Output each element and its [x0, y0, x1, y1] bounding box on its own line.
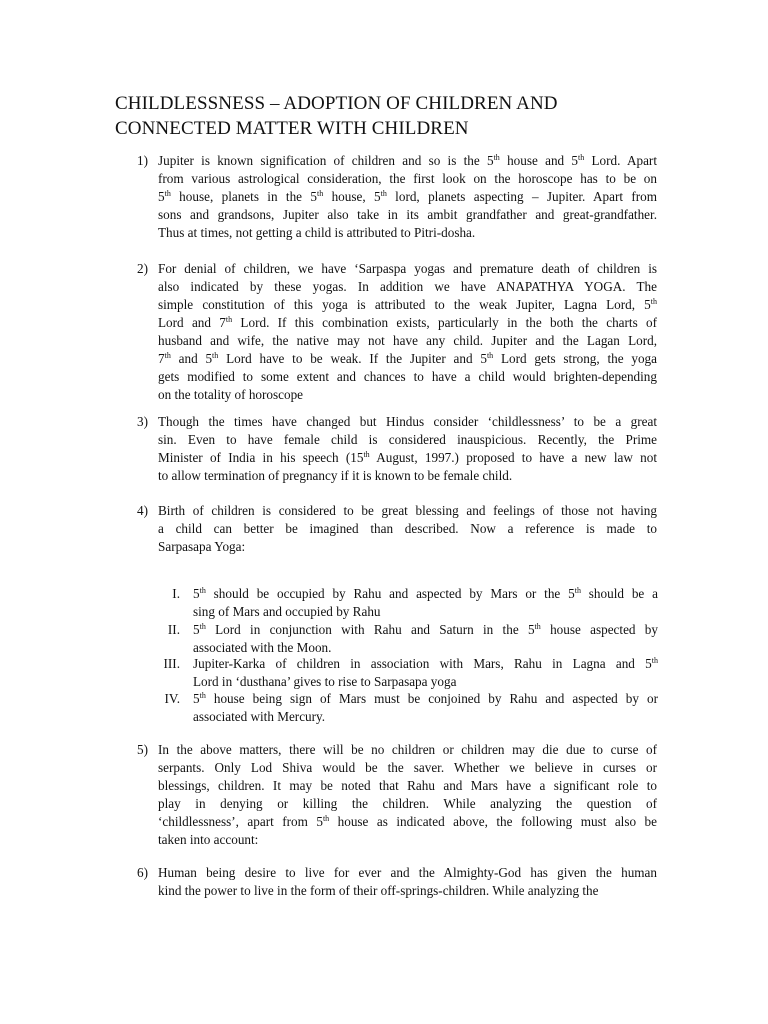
text-run: For denial of children, we have ‘Sarpaspa yogas and premature death of children is	[158, 261, 657, 276]
ordinal-suffix: th	[486, 351, 494, 360]
list-number: 6)	[137, 865, 148, 880]
text-line	[193, 621, 658, 639]
text-run: taken into account:	[158, 832, 259, 847]
ordinal-suffix: th	[199, 691, 206, 700]
text-line	[193, 673, 658, 691]
ordinal-suffix: th	[212, 351, 219, 360]
text-run: blessings, children. It may be noted that Rahu and Mars have a significant role to	[158, 778, 657, 793]
text-line	[193, 585, 658, 603]
text-line	[158, 413, 657, 431]
sub-item-text	[193, 690, 658, 726]
roman-numeral: I.	[172, 586, 180, 601]
paragraph-1	[137, 152, 657, 242]
ordinal-suffix: th	[164, 351, 171, 360]
text-run: sin. Even to have female child is considered inauspicious. Recently, the Prime	[158, 432, 657, 447]
text-run: 5	[193, 691, 200, 706]
text-line	[158, 538, 657, 556]
sub-item-text	[193, 585, 658, 621]
sub-item-1	[158, 585, 658, 621]
text-line	[158, 431, 657, 449]
text-run: Though the times have changed but Hindus consider ‘childlessness’ to be a great	[158, 414, 657, 429]
paragraph-text	[158, 260, 657, 404]
sub-item-4	[158, 690, 658, 726]
text-line	[158, 502, 657, 520]
paragraph-2	[137, 260, 657, 404]
paragraph-3	[137, 413, 657, 485]
sub-item-3	[158, 655, 658, 691]
sub-item-2	[158, 621, 658, 657]
paragraph-text	[158, 864, 657, 900]
text-run: ‘childlessness’, apart from 5	[158, 814, 323, 829]
text-run: Human being desire to live for ever and the Almighty-God has given the human	[158, 865, 657, 880]
ordinal-suffix: th	[534, 622, 541, 631]
paragraph-text	[158, 502, 657, 556]
text-run: house aspected by	[540, 622, 658, 637]
ordinal-suffix: th	[164, 189, 171, 198]
text-line	[193, 603, 658, 621]
text-run: to allow termination of pregnancy if it is known to be female child.	[158, 468, 513, 483]
text-run: August, 1997.) proposed to have a new law not	[369, 450, 657, 465]
text-line	[158, 260, 657, 278]
ordinal-suffix: th	[322, 814, 330, 823]
text-run: Lord have to be weak. If the Jupiter and 5	[218, 351, 487, 366]
text-line	[158, 206, 657, 224]
text-line	[158, 741, 657, 759]
text-line	[158, 350, 657, 368]
sub-item-text	[193, 655, 658, 691]
text-run: house, planets in the 5	[170, 189, 317, 204]
text-line	[158, 759, 657, 777]
text-run: Birth of children is considered to be great blessing and feelings of those not having	[158, 503, 657, 518]
title-line-2: CONNECTED MATTER WITH CHILDREN	[115, 118, 469, 139]
ordinal-suffix: th	[651, 656, 658, 665]
text-run: sons and grandsons, Jupiter also take in its ambit grandfather and great-grandfather.	[158, 207, 657, 222]
text-run: Thus at times, not getting a child is attributed to Pitri-dosha.	[158, 225, 476, 240]
text-line	[193, 708, 658, 726]
text-run: and 5	[170, 351, 213, 366]
text-run: simple constitution of this yoga is attributed to the weak Jupiter, Lagna Lord, 5	[158, 297, 651, 312]
text-line	[193, 690, 658, 708]
list-number: 3)	[137, 414, 148, 429]
text-run: Lord in ‘dusthana’ gives to rise to Sarpasapa yoga	[193, 674, 457, 689]
text-run: sing of Mars and occupied by Rahu	[193, 604, 381, 619]
text-run: Lord gets strong, the yoga	[493, 351, 657, 366]
text-run: should be occupied by Rahu and aspected by Mars or the 5	[205, 586, 575, 601]
ordinal-suffix: th	[316, 189, 324, 198]
text-run: Lord. Apart	[584, 153, 657, 168]
ordinal-suffix: th	[650, 297, 657, 306]
text-run: on the totality of horoscope	[158, 387, 304, 402]
text-run: Lord. If this combination exists, particularly in the both the charts of	[232, 315, 657, 330]
text-run: gets modified to some extent and chances to have a child would brighten-depending	[158, 369, 657, 384]
text-line	[158, 831, 657, 849]
ordinal-suffix: th	[493, 153, 500, 162]
paragraph-5	[137, 741, 657, 849]
text-line	[158, 520, 657, 538]
text-line	[158, 152, 657, 170]
text-line	[158, 314, 657, 332]
text-line	[193, 655, 658, 673]
roman-numeral: II.	[167, 622, 180, 637]
text-run: 5	[193, 586, 200, 601]
paragraph-text	[158, 413, 657, 485]
sub-item-text	[193, 621, 658, 657]
text-line	[158, 777, 657, 795]
text-run: a child can better be imagined than described. Now a reference is made to	[158, 521, 657, 536]
text-run: serpants. Only Lod Shiva would be the saver. Whether we believe in curses or	[158, 760, 657, 775]
roman-numeral: IV.	[164, 691, 180, 706]
title-line-1: CHILDLESSNESS – ADOPTION OF CHILDREN AND	[115, 93, 558, 114]
text-run: Minister of India in his speech (15	[158, 450, 364, 465]
text-run: 7	[158, 351, 165, 366]
text-run: house as indicated above, the following must also be	[329, 814, 657, 829]
text-run: Lord in conjunction with Rahu and Saturn in the 5	[205, 622, 535, 637]
text-run: should be a	[580, 586, 658, 601]
text-line	[158, 278, 657, 296]
text-run: lord, planets aspecting – Jupiter. Apart from	[386, 189, 657, 204]
text-line	[158, 188, 657, 206]
text-run: In the above matters, there will be no children or children may die due to curse of	[158, 742, 657, 757]
text-run: associated with the Moon.	[193, 640, 332, 655]
roman-numeral: III.	[163, 656, 180, 671]
text-line	[158, 332, 657, 350]
text-line	[158, 882, 657, 900]
paragraph-text	[158, 741, 657, 849]
ordinal-suffix: th	[380, 189, 387, 198]
document-title	[115, 91, 675, 141]
text-line	[158, 467, 657, 485]
text-run: from various astrological consideration, the first look on the horoscope has to be on	[158, 171, 657, 186]
text-run: Jupiter-Karka of children in association with Mars, Rahu in Lagna and 5	[193, 656, 652, 671]
text-run: play in denying or killing the children. While analyzing the question of	[158, 796, 657, 811]
text-run: house being sign of Mars must be conjoined by Rahu and aspected by or	[205, 691, 658, 706]
text-line	[158, 813, 657, 831]
text-line	[158, 368, 657, 386]
ordinal-suffix: th	[199, 622, 206, 631]
text-run: kind the power to live in the form of their off-springs-children. While analyzing the	[158, 883, 599, 898]
text-line	[158, 795, 657, 813]
text-run: 5	[193, 622, 200, 637]
text-line	[158, 296, 657, 314]
text-line	[158, 386, 657, 404]
text-run: husband and wife, the native may not have any child. Jupiter and the Lagan Lord,	[158, 333, 657, 348]
text-run: associated with Mercury.	[193, 709, 326, 724]
text-run: Sarpasapa Yoga:	[158, 539, 246, 554]
ordinal-suffix: th	[199, 586, 206, 595]
paragraph-text	[158, 152, 657, 242]
text-line	[158, 224, 657, 242]
text-line	[158, 449, 657, 467]
paragraph-4	[137, 502, 657, 556]
ordinal-suffix: th	[225, 315, 233, 324]
paragraph-6	[137, 864, 657, 900]
list-number: 2)	[137, 261, 148, 276]
text-run: Lord and 7	[158, 315, 226, 330]
list-number: 4)	[137, 503, 148, 518]
text-line	[158, 864, 657, 882]
ordinal-suffix: th	[578, 153, 585, 162]
text-run: 5	[158, 189, 165, 204]
list-number: 5)	[137, 742, 148, 757]
list-number: 1)	[137, 153, 148, 168]
text-run: Jupiter is known signification of children and so is the 5	[158, 153, 494, 168]
text-run: also indicated by these yogas. In addition we have ANAPATHYA YOGA. The	[158, 279, 657, 294]
text-run: house, 5	[323, 189, 381, 204]
ordinal-suffix: th	[574, 586, 581, 595]
text-run: house and 5	[499, 153, 578, 168]
ordinal-suffix: th	[363, 450, 370, 459]
text-line	[158, 170, 657, 188]
